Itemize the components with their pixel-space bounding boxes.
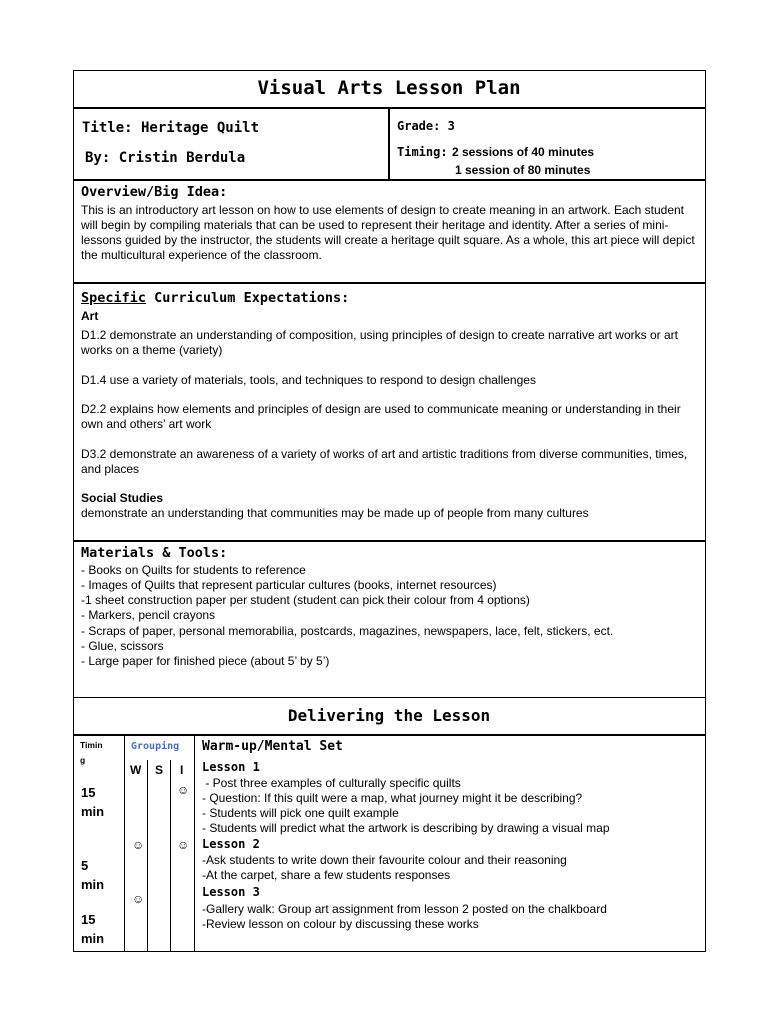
material-item: - Images of Quilts that represent particular cultures (books, internet resources) [81, 578, 497, 592]
grade-value: 3 [447, 119, 455, 133]
grouping-col-w: W [130, 763, 142, 777]
time-value [81, 783, 104, 821]
lesson-title: Title: Heritage Quilt [82, 120, 260, 136]
curriculum-box [73, 282, 706, 542]
curriculum-heading-rest: Curriculum Expectations: [146, 290, 350, 306]
smiley-icon: ☺ [177, 783, 190, 797]
timing-header-part-1: Timin [80, 740, 103, 750]
author: By: Cristin Berdula [85, 150, 246, 166]
material-item: - Markers, pencil crayons [81, 608, 216, 622]
col-divider-w [147, 760, 148, 951]
time-value [81, 856, 104, 894]
material-item: -1 sheet construction paper per student (student can pick their colour from 4 options) [81, 593, 530, 607]
info-divider [388, 108, 390, 180]
col-divider-grouping [194, 735, 195, 951]
smiley-icon: ☺ [132, 892, 145, 906]
lesson-line: -At the carpet, share a few students responses [202, 868, 451, 882]
timing-line-1: 2 sessions of 40 minutes [452, 145, 595, 159]
social-studies-text: demonstrate an understanding that communities may be made up of people from many cultures [81, 506, 589, 520]
timing-header [80, 738, 103, 768]
col-divider-timing [124, 735, 125, 951]
time-number: 5 [81, 858, 89, 873]
curriculum-item: D3.2 demonstrate an awareness of a variety of works of art and artistic traditions from diverse communities, times, and places [81, 447, 688, 476]
overview-box [73, 179, 706, 284]
time-number: 15 [81, 785, 96, 800]
page-title: Visual Arts Lesson Plan [257, 77, 521, 99]
time-unit: min [81, 931, 105, 946]
lesson-line: -Ask students to write down their favourite colour and their reasoning [202, 853, 567, 867]
grouping-col-i: I [180, 763, 184, 777]
col-divider-s [170, 760, 171, 951]
overview-heading: Overview/Big Idea: [81, 184, 228, 200]
header-box [73, 70, 706, 109]
curriculum-item: D1.4 use a variety of materials, tools, and techniques to respond to design challenges [81, 373, 536, 387]
curriculum-item: D2.2 explains how elements and principles of design are used to communicate meaning or understanding in their own and others’ art work [81, 402, 681, 431]
grouping-col-s: S [155, 763, 164, 777]
time-unit: min [81, 804, 105, 819]
overview-text: This is an introductory art lesson on how to use elements of design to create meaning in an artwork. Each student will begin by compiling materials that can be used to represent their heritage and identity. After a series of mini-lessons guided by the instructor, the students will create a heritage quilt square. As a whole, this art piece will depict the multicultural experience of the classroom. [81, 203, 695, 262]
lesson-line: - Question: If this quilt were a map, what journey might it be describing? [202, 791, 583, 805]
material-item: - Glue, scissors [81, 639, 164, 653]
warmup-heading: Warm-up/Mental Set [202, 739, 343, 754]
curriculum-heading-specific: Specific [81, 290, 147, 306]
smiley-icon: ☺ [132, 838, 145, 852]
lesson-line: -Review lesson on colour by discussing these works [202, 917, 479, 931]
time-value [81, 910, 104, 948]
lesson-line: - Post three examples of culturally specific quilts [202, 776, 461, 790]
delivering-heading: Delivering the Lesson [287, 706, 491, 725]
social-studies-label: Social Studies [81, 491, 164, 505]
time-unit: min [81, 877, 105, 892]
timing-line-2: 1 session of 80 minutes [455, 163, 591, 177]
info-box [73, 107, 706, 181]
lesson-line: -Gallery walk: Group art assignment from lesson 2 posted on the chalkboard [202, 902, 607, 916]
lesson-title: Lesson 1 [202, 760, 260, 774]
lesson-title: Lesson 2 [202, 837, 260, 851]
lesson-line: - Students will pick one quilt example [202, 806, 399, 820]
grade-key: Grade: [397, 119, 441, 133]
timing-header-part-2: g [80, 755, 86, 765]
material-item: - Books on Quilts for students to reference [81, 563, 306, 577]
materials-heading: Materials & Tools: [81, 545, 228, 561]
grouping-label: Grouping [131, 741, 180, 752]
delivering-header-box [73, 697, 706, 736]
time-number: 15 [81, 912, 96, 927]
grade-label [397, 119, 455, 133]
material-item: - Scraps of paper, personal memorabilia, postcards, magazines, newspapers, lace, felt, stickers, ect. [81, 624, 614, 638]
smiley-icon: ☺ [177, 838, 190, 852]
timing-label: Timing: [397, 145, 448, 159]
materials-box [73, 540, 706, 698]
art-label: Art [81, 309, 99, 323]
lesson-line: - Students will predict what the artwork is describing by drawing a visual map [202, 821, 610, 835]
curriculum-heading [81, 290, 349, 306]
curriculum-item: D1.2 demonstrate an understanding of composition, using principles of design to create narrative art works or art works on a theme (variety) [81, 328, 678, 357]
delivering-table [73, 734, 706, 952]
material-item: - Large paper for finished piece (about 5’ by 5’) [81, 654, 330, 668]
lesson-title: Lesson 3 [202, 885, 260, 899]
